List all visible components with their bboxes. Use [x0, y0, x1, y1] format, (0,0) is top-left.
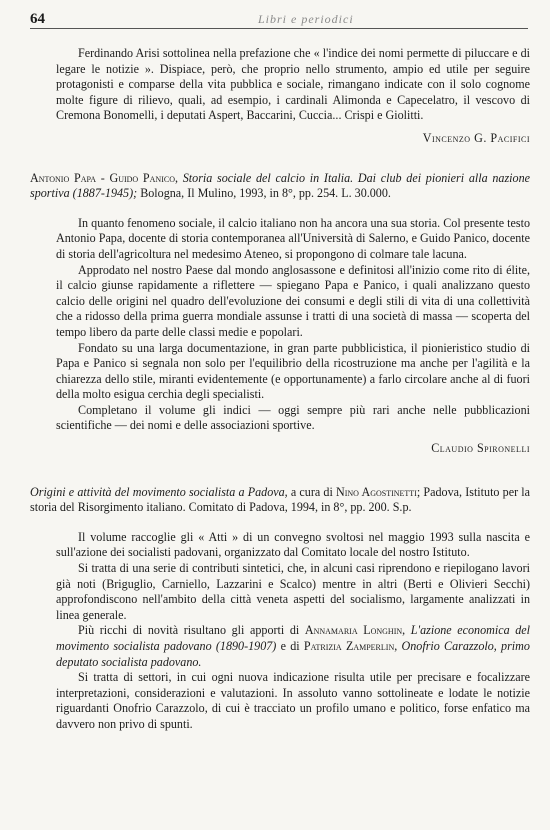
review-3-citation [30, 485, 530, 516]
review-2 [30, 171, 530, 457]
review-3-editor-prefix: a cura di [290, 484, 333, 499]
review-3-contributor: Patrizia Zamperlin, [303, 639, 398, 653]
review-2-citation [30, 171, 530, 202]
review-2-signature: Claudio Spironelli [431, 441, 530, 456]
running-head: Libri e periodici [258, 12, 354, 26]
review-2-paragraph: In quanto fenomeno sociale, il calcio italiano non ha ancora una sua storia. Col presente testo Antonio Papa, docente di storia contemporanea all'Università di Salerno, e Guido Panico, docente di storia dell'agricoltura nel medesimo Ateneo, si propongono di colmare tale lacuna. [56, 215, 530, 261]
review-3-contribution-title: L'azione economica del movimento socialista padovano (1890-1907) [56, 623, 531, 653]
review-3-paragraph: Si tratta di settori, in cui ogni nuova indicazione risulta utile per precisare e focalizzare interpretazioni, considerazioni e valutazioni. In assoluto vanno sottolineate e lodate le notizie riguardanti Onofrio Carazzolo, di cui è tracciato un profilo umano e politico, forse enfatico ma davvero non privo di spunti. [56, 670, 530, 731]
review-1 [56, 46, 530, 147]
review-2-paragraph: Completano il volume gli indici — oggi sempre più rari anche nelle pubblicazioni scientifiche — dei nomi e delle associazioni sportive. [56, 402, 530, 433]
review-1-paragraph: Ferdinando Arisi sottolinea nella prefazione che « l'indice dei nomi permette di piluccare e di legare le notizie ». Dispiace, però, che proprio nello strumento, ampio ed utile per seguire protagonisti e comparse della vita pubblica e sociale, rimangano indicate con il solo cognome molte figure di rilievo, quali, ad esempio, i cardinali Alimonda e Capecelatro, il vescovo di Cremona Bonomelli, i deputati Aspert, Baccarini, Cuccia... Crispi e Giolitti. [56, 46, 530, 123]
review-3-paragraph: Il volume raccoglie gli « Atti » di un convegno svoltosi nel maggio 1993 sulla nascita e sull'azione dei socialisti padovani, organizzato dal Comitato locale del nostro Istituto. [56, 529, 530, 560]
review-3-paragraph: Più ricchi di novità risultano gli apporti di Annamaria Longhin, L'azione economica del movimento socialista padovano (1890-1907) e di Patrizia Zamperlin, Onofrio Carazzolo, primo deputato socialista padovano. [56, 623, 531, 669]
header-rule [30, 28, 528, 29]
review-1-signature: Vincenzo G. Pacifici [422, 130, 530, 145]
review-2-paragraph: Approdato nel nostro Paese dal mondo anglosassone e definitosi all'inizio come rito di élite, il calcio giunse rapidamente a riflettere — spiegano Papa e Panico, i quali analizzano questo calcio delle origini nel quadro dell'evoluzione dei consumi e degli stili di vita di una collettività che a ridosso della prima guerra mondiale assunse i tratti di una società di massa — scoperta del tempo libero da parte delle classi medie e popolari. [56, 262, 530, 339]
review-2-title: Storia sociale del calcio in Italia. Dai club dei pionieri alla nazione sportiva (1887-1945); [30, 170, 530, 201]
review-3-contributor: Annamaria Longhin, [304, 623, 406, 638]
review-3-contribution-title: Onofrio Carazzolo, primo deputato socialista padovano. [56, 639, 530, 669]
review-3-publication: Padova, Istituto per la storia del Risorgimento italiano. Comitato di Padova, 1994, in 8°, pp. 200. S.p. [30, 484, 530, 515]
review-2-paragraph: Fondato su una larga documentazione, in gran parte pubblicistica, il pionieristico studio di Papa e Panico si segnala non solo per l'equilibrio della ricostruzione ma anche per l'agilità e la chiarezza dello stile, miranti evidentemente (e opportunamente) a farlo circolare anche al di fuori della molto esigua cerchia degli specialisti. [56, 340, 530, 402]
document-page [30, 6, 530, 733]
review-3-title: Origini e attività del movimento socialista a Padova, [30, 484, 288, 499]
review-2-publication: Bologna, Il Mulino, 1993, in 8°, pp. 254. L. 30.000. [140, 186, 391, 201]
page-number: 64 [30, 11, 45, 27]
review-2-authors: Antonio Papa - Guido Panico, [30, 170, 178, 185]
review-3 [30, 485, 530, 733]
review-3-paragraph: Si tratta di una serie di contributi sintetici, che, in alcuni casi riprendono e riepilogano lavori già noti (Briguglio, Carniello, Lazzarini e Scalco) mentre in altri (Berti e Olivieri Secchi) approfondiscono nell'ambito della città veneta aspetti del socialismo, largamente analizzati in linea generale. [56, 561, 530, 622]
page-header [30, 6, 530, 30]
review-3-editor: Nino Agostinetti; [336, 484, 421, 499]
